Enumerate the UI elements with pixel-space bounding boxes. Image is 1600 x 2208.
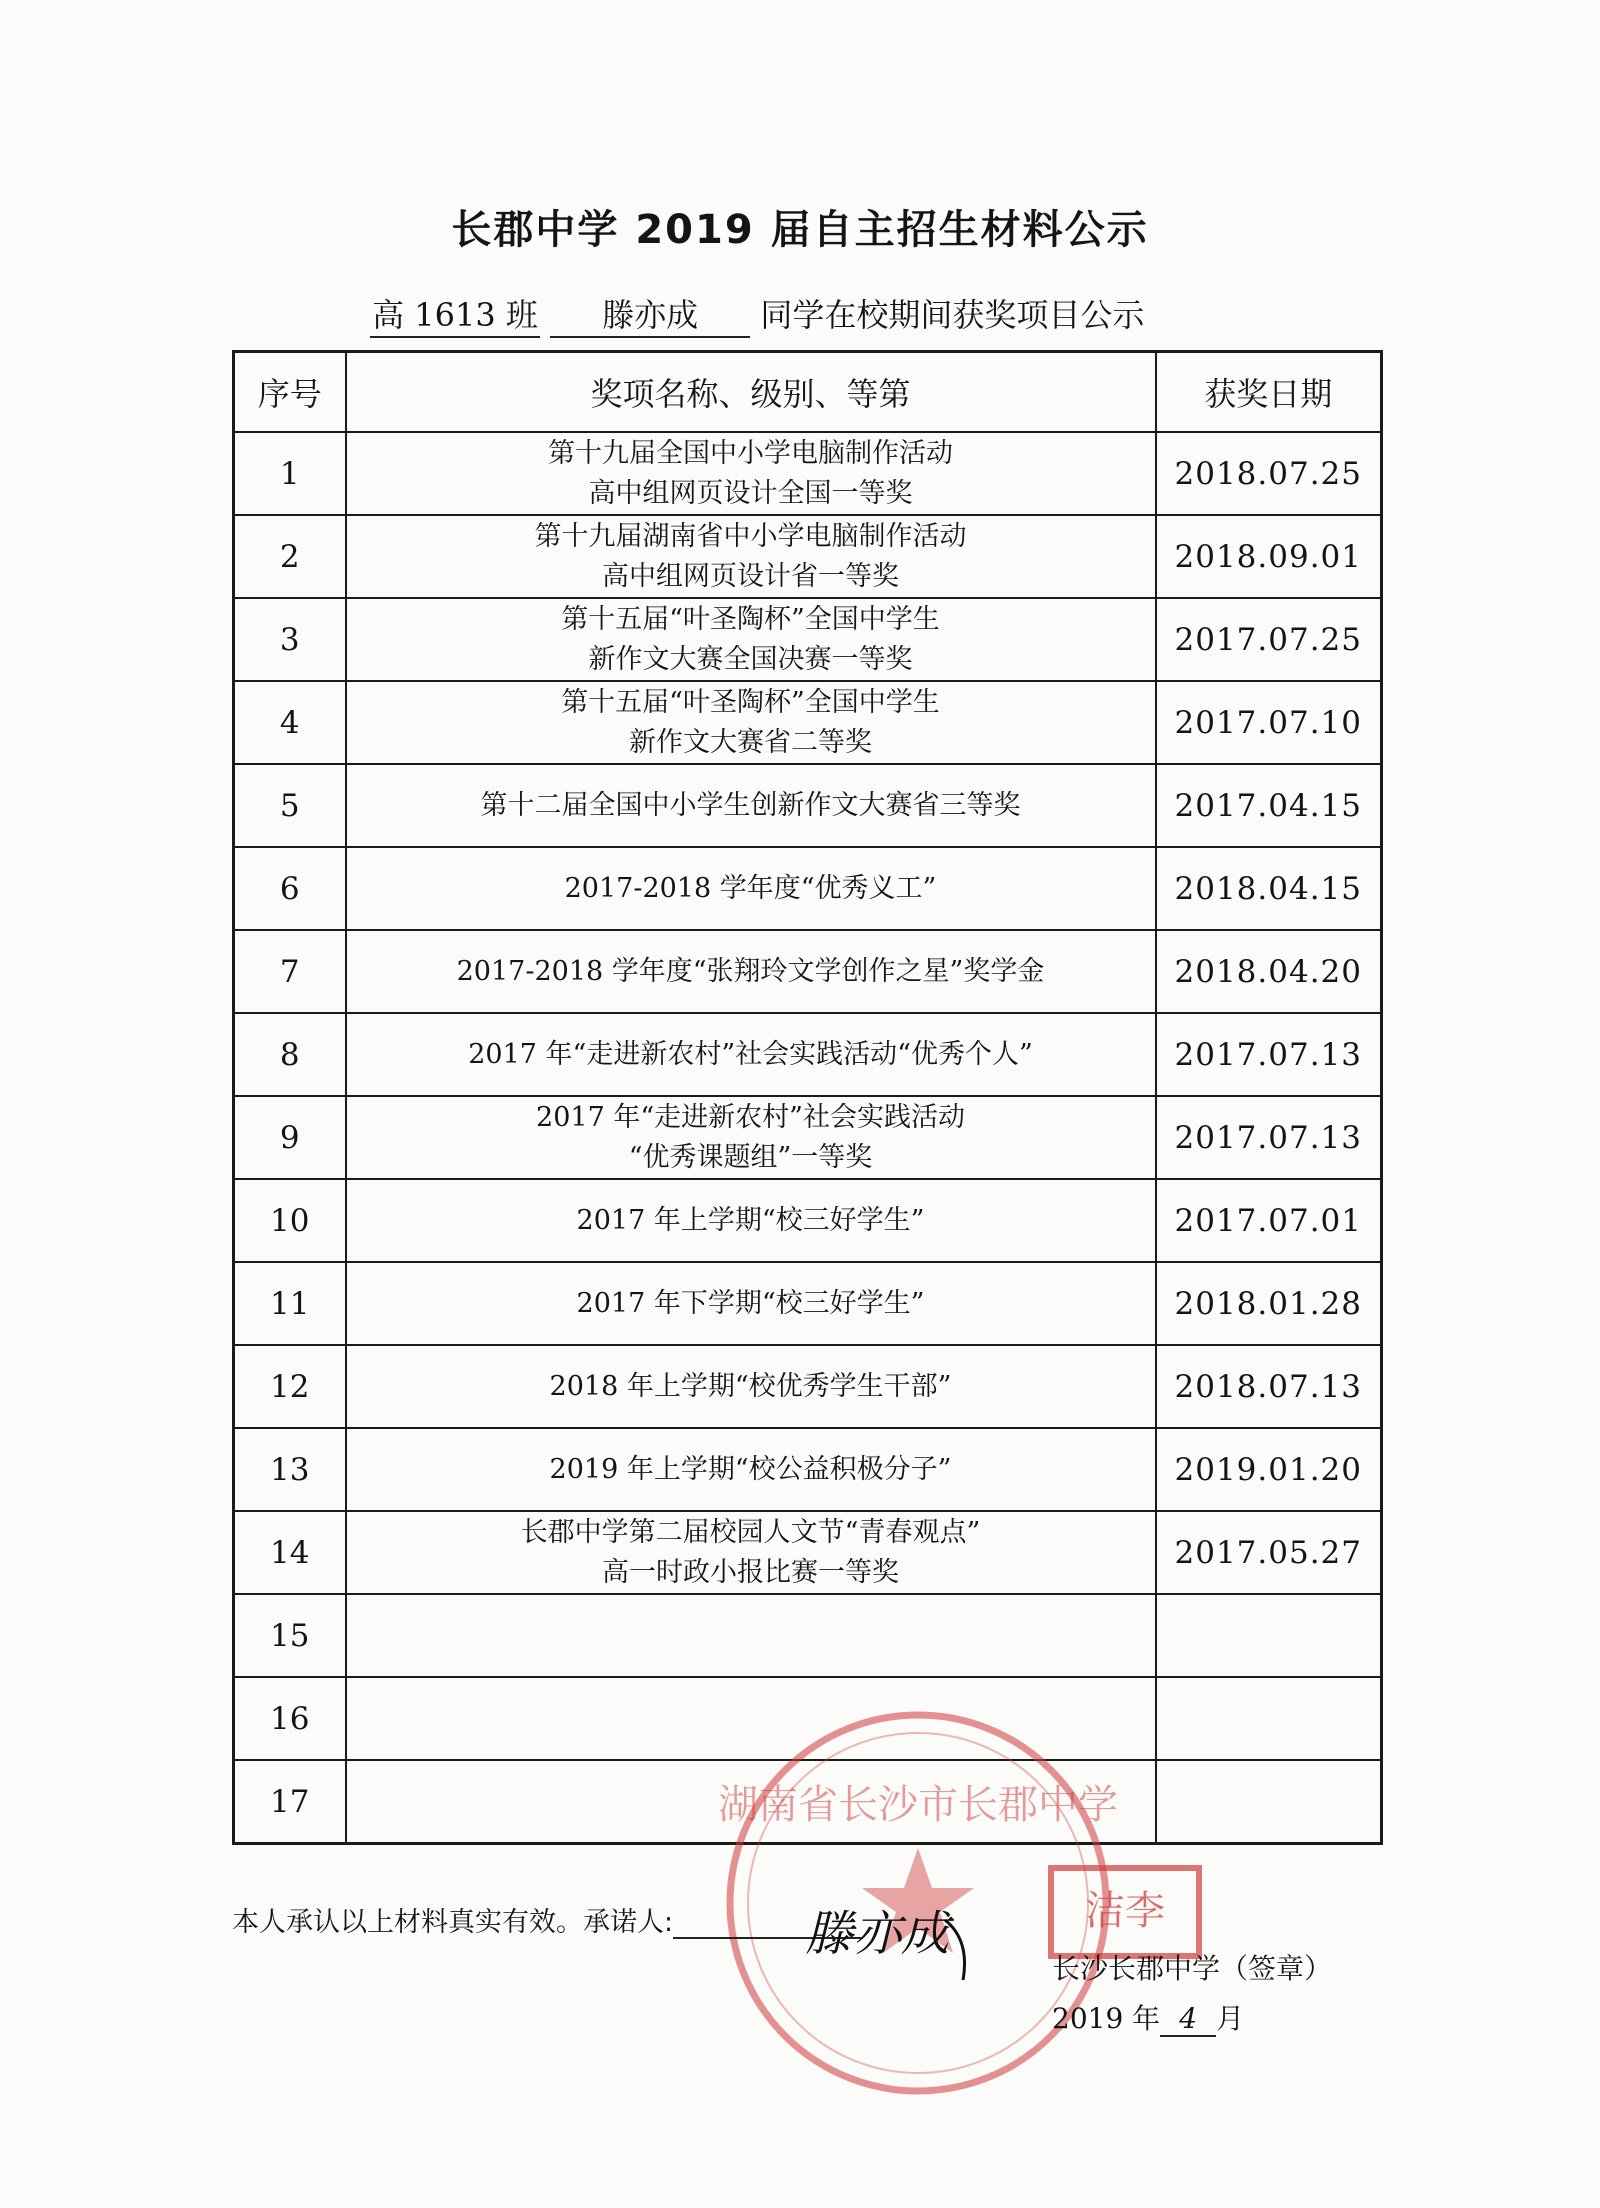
cell-date: 2018.04.15 — [1156, 847, 1382, 930]
cell-no: 14 — [234, 1511, 346, 1594]
cell-date: 2017.07.13 — [1156, 1096, 1382, 1179]
cell-no: 9 — [234, 1096, 346, 1179]
cell-no: 4 — [234, 681, 346, 764]
cell-date — [1156, 1760, 1382, 1844]
table-row — [234, 1179, 1382, 1262]
cell-date: 2017.07.13 — [1156, 1013, 1382, 1096]
table-row — [234, 1096, 1382, 1179]
table-row — [234, 1262, 1382, 1345]
table-row — [234, 598, 1382, 681]
cell-no: 7 — [234, 930, 346, 1013]
cell-award-name: 2017 年上学期“校三好学生” — [346, 1179, 1156, 1262]
pledge-line — [232, 1900, 863, 1939]
page-title: 长郡中学 2019 届自主招生材料公示 — [451, 207, 1149, 253]
table-row — [234, 515, 1382, 598]
cell-award-name: 2017 年“走进新农村”社会实践活动 “优秀课题组”一等奖 — [346, 1096, 1156, 1179]
table-row — [234, 1511, 1382, 1594]
cell-no: 16 — [234, 1677, 346, 1760]
cell-award-name: 长郡中学第二届校园人文节“青春观点” 高一时政小报比赛一等奖 — [346, 1511, 1156, 1594]
cell-no: 1 — [234, 432, 346, 515]
cell-date: 2018.07.13 — [1156, 1345, 1382, 1428]
table-header-row — [234, 352, 1382, 433]
cell-no: 2 — [234, 515, 346, 598]
table-row — [234, 1428, 1382, 1511]
cell-award-name: 2017 年下学期“校三好学生” — [346, 1262, 1156, 1345]
svg-text:滕亦成: 滕亦成 — [805, 1906, 950, 1962]
cell-no: 10 — [234, 1179, 346, 1262]
cell-date: 2017.07.25 — [1156, 598, 1382, 681]
cell-no: 6 — [234, 847, 346, 930]
pledge-text: 本人承认以上材料真实有效。承诺人: — [232, 1907, 674, 1938]
table-row — [234, 432, 1382, 515]
cell-award-name: 2017-2018 学年度“张翔玲文学创作之星”奖学金 — [346, 930, 1156, 1013]
class-field: 高 1613 班 — [370, 290, 540, 338]
cell-award-name: 第十九届湖南省中小学电脑制作活动 高中组网页设计省一等奖 — [346, 515, 1156, 598]
awards-table — [232, 350, 1383, 1845]
table-row — [234, 681, 1382, 764]
date-year: 2019 年 — [1052, 2002, 1161, 2035]
cell-award-name: 第十二届全国中小学生创新作文大赛省三等奖 — [346, 764, 1156, 847]
subtitle — [370, 290, 1144, 338]
table-row — [234, 764, 1382, 847]
cell-date: 2017.07.10 — [1156, 681, 1382, 764]
cell-no: 5 — [234, 764, 346, 847]
cell-award-name: 第十九届全国中小学电脑制作活动 高中组网页设计全国一等奖 — [346, 432, 1156, 515]
cell-no: 12 — [234, 1345, 346, 1428]
svg-text:洁李: 洁李 — [1085, 1888, 1165, 1934]
subtitle-suffix: 同学在校期间获奖项目公示 — [760, 296, 1145, 334]
table-row — [234, 1345, 1382, 1428]
handwritten-signature — [795, 1880, 1015, 1990]
cell-no: 17 — [234, 1760, 346, 1844]
svg-text:湖南省长沙市长郡中学: 湖南省长沙市长郡中学 — [718, 1782, 1118, 1828]
cell-award-name: 2017-2018 学年度“优秀义工” — [346, 847, 1156, 930]
date-month-label: 月 — [1216, 2002, 1245, 2035]
table-row — [234, 1594, 1382, 1677]
cell-date — [1156, 1594, 1382, 1677]
cell-award-name: 第十五届“叶圣陶杯”全国中学生 新作文大赛省二等奖 — [346, 681, 1156, 764]
cell-no: 11 — [234, 1262, 346, 1345]
cell-date: 2019.01.20 — [1156, 1428, 1382, 1511]
cell-award-name: 2017 年“走进新农村”社会实践活动“优秀个人” — [346, 1013, 1156, 1096]
table-row — [234, 847, 1382, 930]
cell-date: 2017.04.15 — [1156, 764, 1382, 847]
cell-no: 15 — [234, 1594, 346, 1677]
header-date: 获奖日期 — [1156, 352, 1382, 433]
cell-date: 2018.09.01 — [1156, 515, 1382, 598]
cell-award-name: 2018 年上学期“校优秀学生干部” — [346, 1345, 1156, 1428]
cell-no: 3 — [234, 598, 346, 681]
header-no: 序号 — [234, 352, 346, 433]
cell-date — [1156, 1677, 1382, 1760]
cell-award-name: 第十五届“叶圣陶杯”全国中学生 新作文大赛全国决赛一等奖 — [346, 598, 1156, 681]
cell-date: 2017.05.27 — [1156, 1511, 1382, 1594]
table-row — [234, 1013, 1382, 1096]
cell-award-name — [346, 1594, 1156, 1677]
cell-no: 13 — [234, 1428, 346, 1511]
date-month-handwritten: 4 — [1160, 2002, 1216, 2037]
date-signature — [1052, 1997, 1244, 2037]
cell-no: 8 — [234, 1013, 346, 1096]
school-signature: 长沙长郡中学（签章） — [1052, 1952, 1333, 1985]
cell-date: 2018.01.28 — [1156, 1262, 1382, 1345]
cell-award-name: 2019 年上学期“校公益积极分子” — [346, 1428, 1156, 1511]
cell-date: 2018.04.20 — [1156, 930, 1382, 1013]
student-name-field: 滕亦成 — [550, 290, 750, 338]
table-row — [234, 930, 1382, 1013]
header-name: 奖项名称、级别、等第 — [346, 352, 1156, 433]
cell-date: 2017.07.01 — [1156, 1179, 1382, 1262]
cell-date: 2018.07.25 — [1156, 432, 1382, 515]
